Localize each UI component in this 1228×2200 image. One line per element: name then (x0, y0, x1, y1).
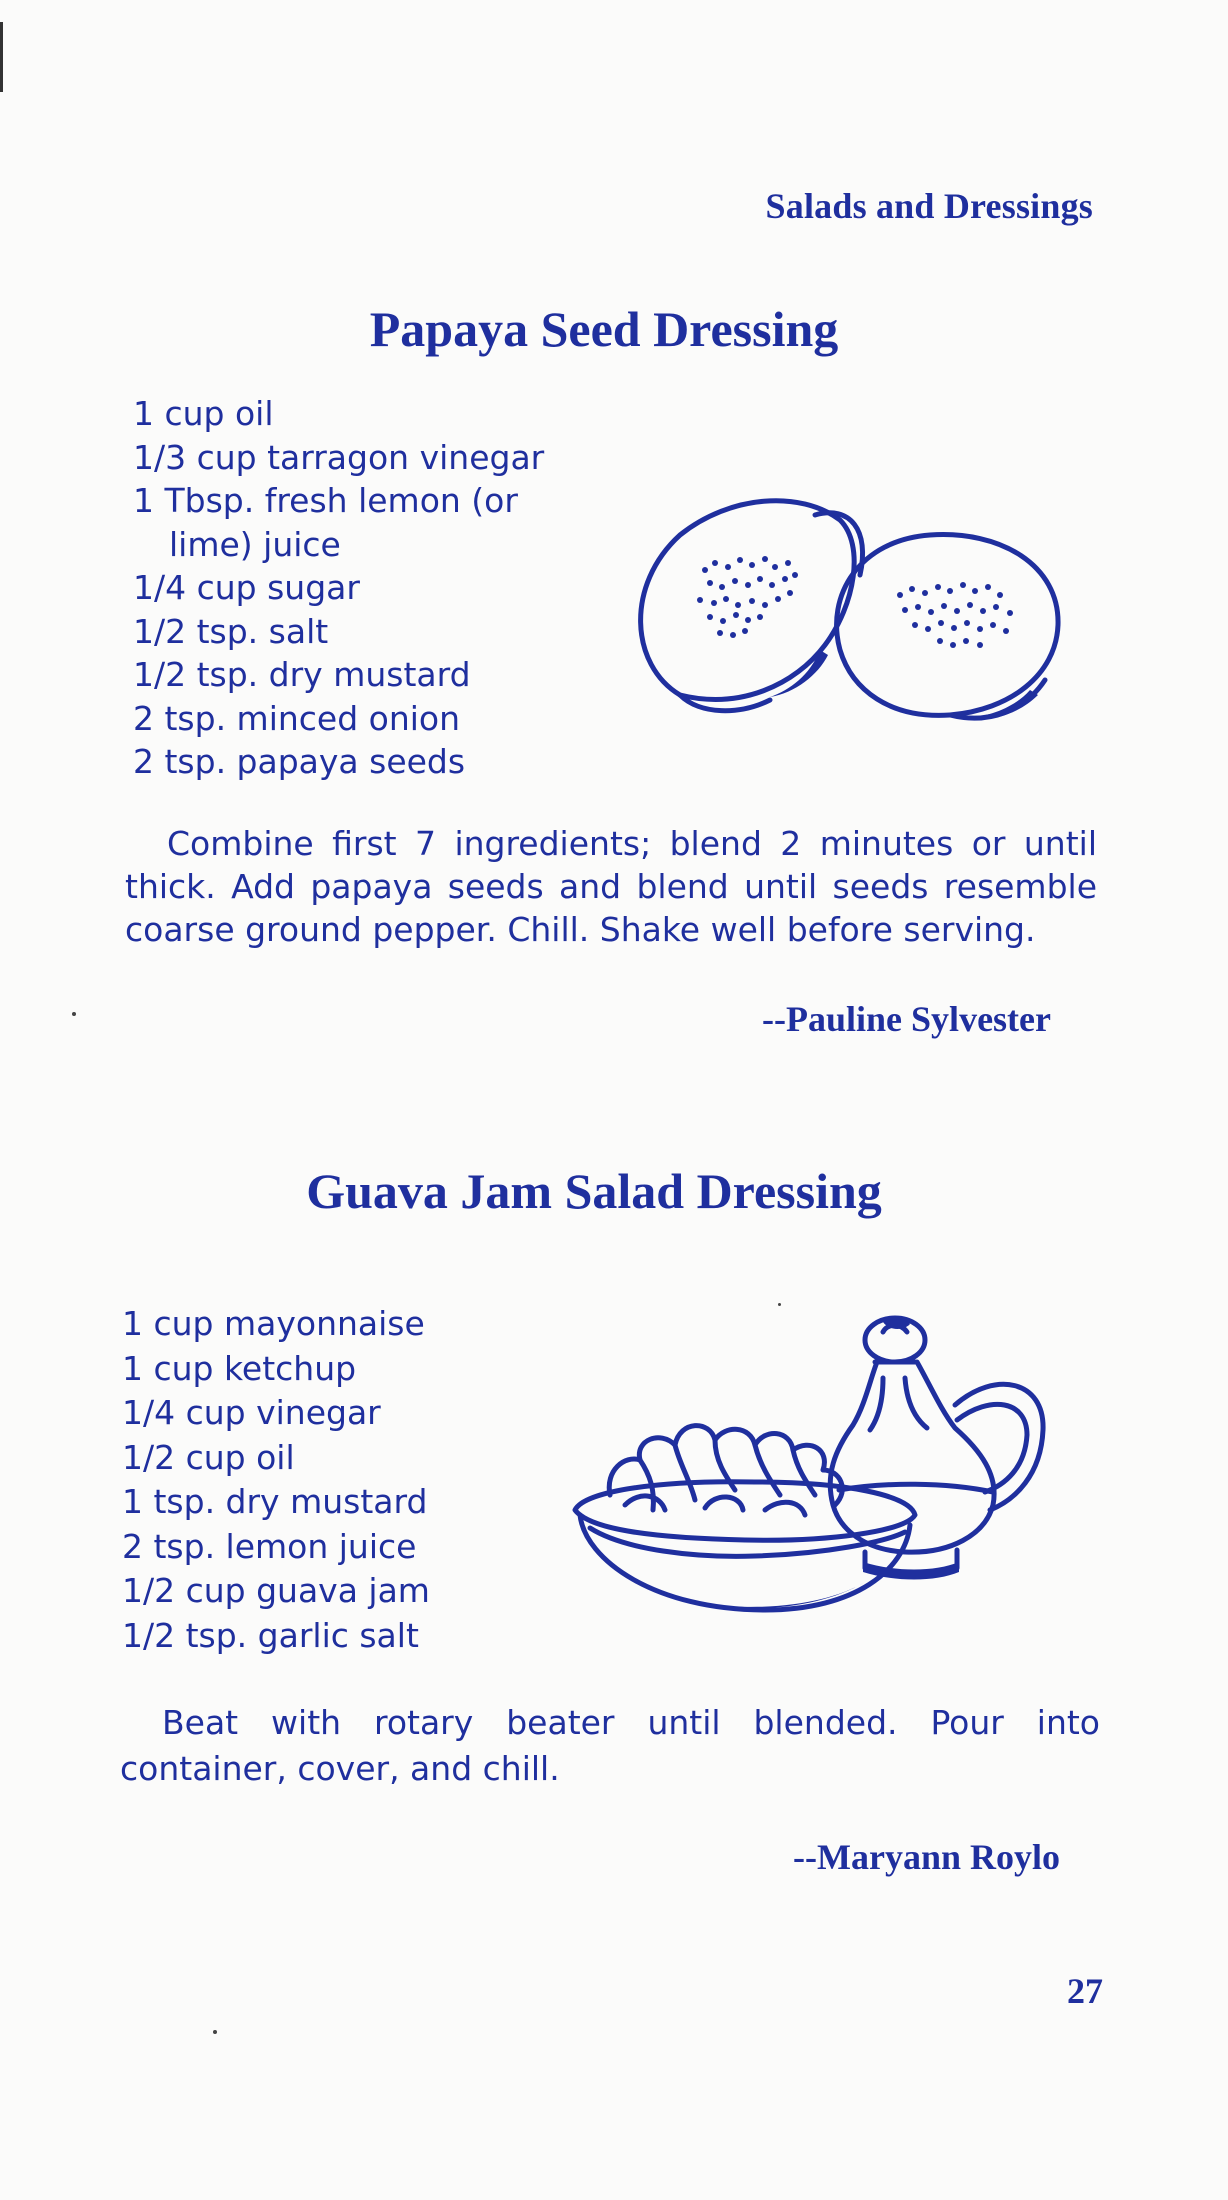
ingredient-item: 1/2 cup oil (122, 1437, 295, 1477)
ingredient-item: 2 tsp. minced onion (133, 698, 461, 738)
ingredient-item: 1 cup ketchup (122, 1348, 357, 1388)
ingredient-item: 1/2 cup guava jam (122, 1571, 430, 1610)
speck (778, 1303, 781, 1306)
section-header: Salads and Dressings (765, 186, 1093, 226)
ingredient-item: 1/2 tsp. salt (133, 611, 329, 651)
recipe-title: Guava Jam Salad Dressing (306, 1163, 882, 1219)
ingredient-item: 1 cup oil (133, 394, 274, 433)
salad-bowl-and-cruet-icon (565, 1310, 1065, 1640)
ingredient-item: 1 tsp. dry mustard (122, 1482, 428, 1521)
ingredient-list (122, 1302, 430, 1658)
ingredient-item: 2 tsp. lemon juice (122, 1526, 417, 1566)
ingredient-item: lime) juice (169, 524, 341, 564)
ingredient-item: 1 cup mayonnaise (122, 1304, 425, 1343)
ingredient-item: 1/4 cup sugar (133, 568, 360, 607)
recipe-instructions: Beat with rotary beater until blended. Pour into container, cover, and chill. (120, 1703, 1100, 1788)
speck (72, 1012, 76, 1016)
recipe-author: --Maryann Roylo (793, 1837, 1060, 1877)
ingredient-item: 1/4 cup vinegar (122, 1393, 381, 1432)
ingredient-item: 1/3 cup tarragon vinegar (133, 437, 545, 477)
recipe-instructions: Combine first 7 ingredients; blend 2 minutes or until thick. Add papaya seeds and blend until seeds resemble coarse ground pepper. Chill. Shake well before serving. (125, 824, 1097, 949)
ingredient-item: 2 tsp. papaya seeds (133, 742, 466, 781)
ingredient-item: 1 Tbsp. fresh lemon (or (133, 481, 518, 520)
ingredient-item: 1/2 tsp. garlic salt (122, 1615, 419, 1655)
ingredient-item: 1/2 tsp. dry mustard (133, 655, 471, 694)
speck (213, 2030, 217, 2034)
recipe-author: --Pauline Sylvester (762, 999, 1051, 1039)
ingredient-list (133, 392, 544, 784)
papaya-halves-icon (620, 475, 1070, 755)
page-edge-mark (0, 22, 3, 92)
page-number: 27 (1067, 1971, 1103, 2011)
recipe-title: Papaya Seed Dressing (369, 301, 839, 357)
